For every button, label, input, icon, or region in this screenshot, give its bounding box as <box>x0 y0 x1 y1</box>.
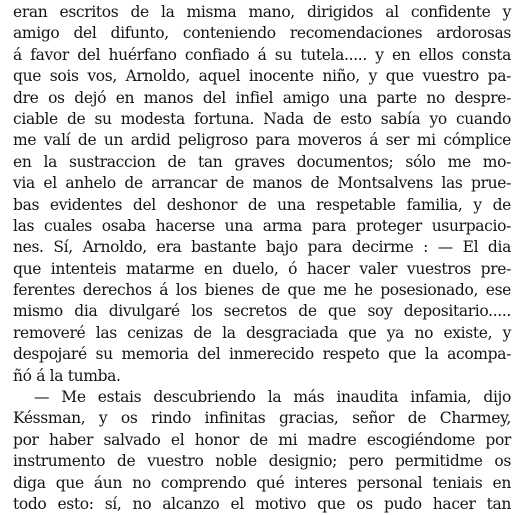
text-line: diga que áun no comprendo qué interes personal teniais en <box>13 473 511 492</box>
text-line: las cuales osaba hacerse una arma para proteger usurpacio- <box>13 216 511 235</box>
text-line: ciable de su modesta fortuna. Nada de esto sabía yo cuando <box>13 109 511 128</box>
text-line: á favor del huérfano confiado á su tutela..... y en ellos consta <box>13 45 511 64</box>
text-line: ñó á la tumba. <box>13 366 121 385</box>
text-line: — Me estais descubriendo la más inaudita infamia, dijo <box>34 388 511 407</box>
text-line: por haber salvado el honor de mi madre escogiéndome por <box>13 430 511 449</box>
text-line: que intenteis matarme en duelo, ó hacer valer vuestros pre- <box>13 259 511 278</box>
paragraph-arnoldo-origin <box>13 2 511 387</box>
text-line: eran escritos de la misma mano, dirigidos al confidente y <box>13 3 511 21</box>
text-line: dre os dejó en manos del infiel amigo una parte no despre- <box>13 88 511 107</box>
text-line: todo esto: sí, no alcanzo el motivo que os pudo hacer tan <box>13 494 511 513</box>
text-line: instrumento de vuestro noble designio; pero permitidme os <box>13 452 511 471</box>
text-line: me valí de un ardid peligroso para moveros á ser mi cómplice <box>13 131 511 150</box>
text-line: bas evidentes del deshonor de una respetable familia, y de <box>13 195 511 214</box>
text-line: via el anhelo de arrancar de manos de Montsalvens las prue- <box>13 174 511 193</box>
text-line: amigo del difunto, conteniendo recomendaciones ardorosas <box>13 24 511 43</box>
text-line: despojaré su memoria del inmerecido respeto que la acompa- <box>13 345 511 364</box>
text-line: que sois vos, Arnoldo, aquel inocente niño, y que vuestro pa- <box>13 67 511 86</box>
text-line: en la sustraccion de tan graves documentos; sólo me mo- <box>13 152 511 171</box>
text-line: Késsman, y os rindo infinitas gracias, señor de Charmey, <box>13 409 511 428</box>
paragraph-kessman-reply <box>13 387 511 515</box>
text-line: removeré las cenizas de la desgraciada que ya no existe, y <box>13 323 511 342</box>
text-line: mismo dia divulgaré los secretos de que soy depositario..... <box>13 302 511 321</box>
text-line: nes. Sí, Arnoldo, era bastante bajo para decirme : — El dia <box>13 238 511 257</box>
text-line: ferentes derechos á los bienes de que me he posesionado, ese <box>13 281 511 300</box>
